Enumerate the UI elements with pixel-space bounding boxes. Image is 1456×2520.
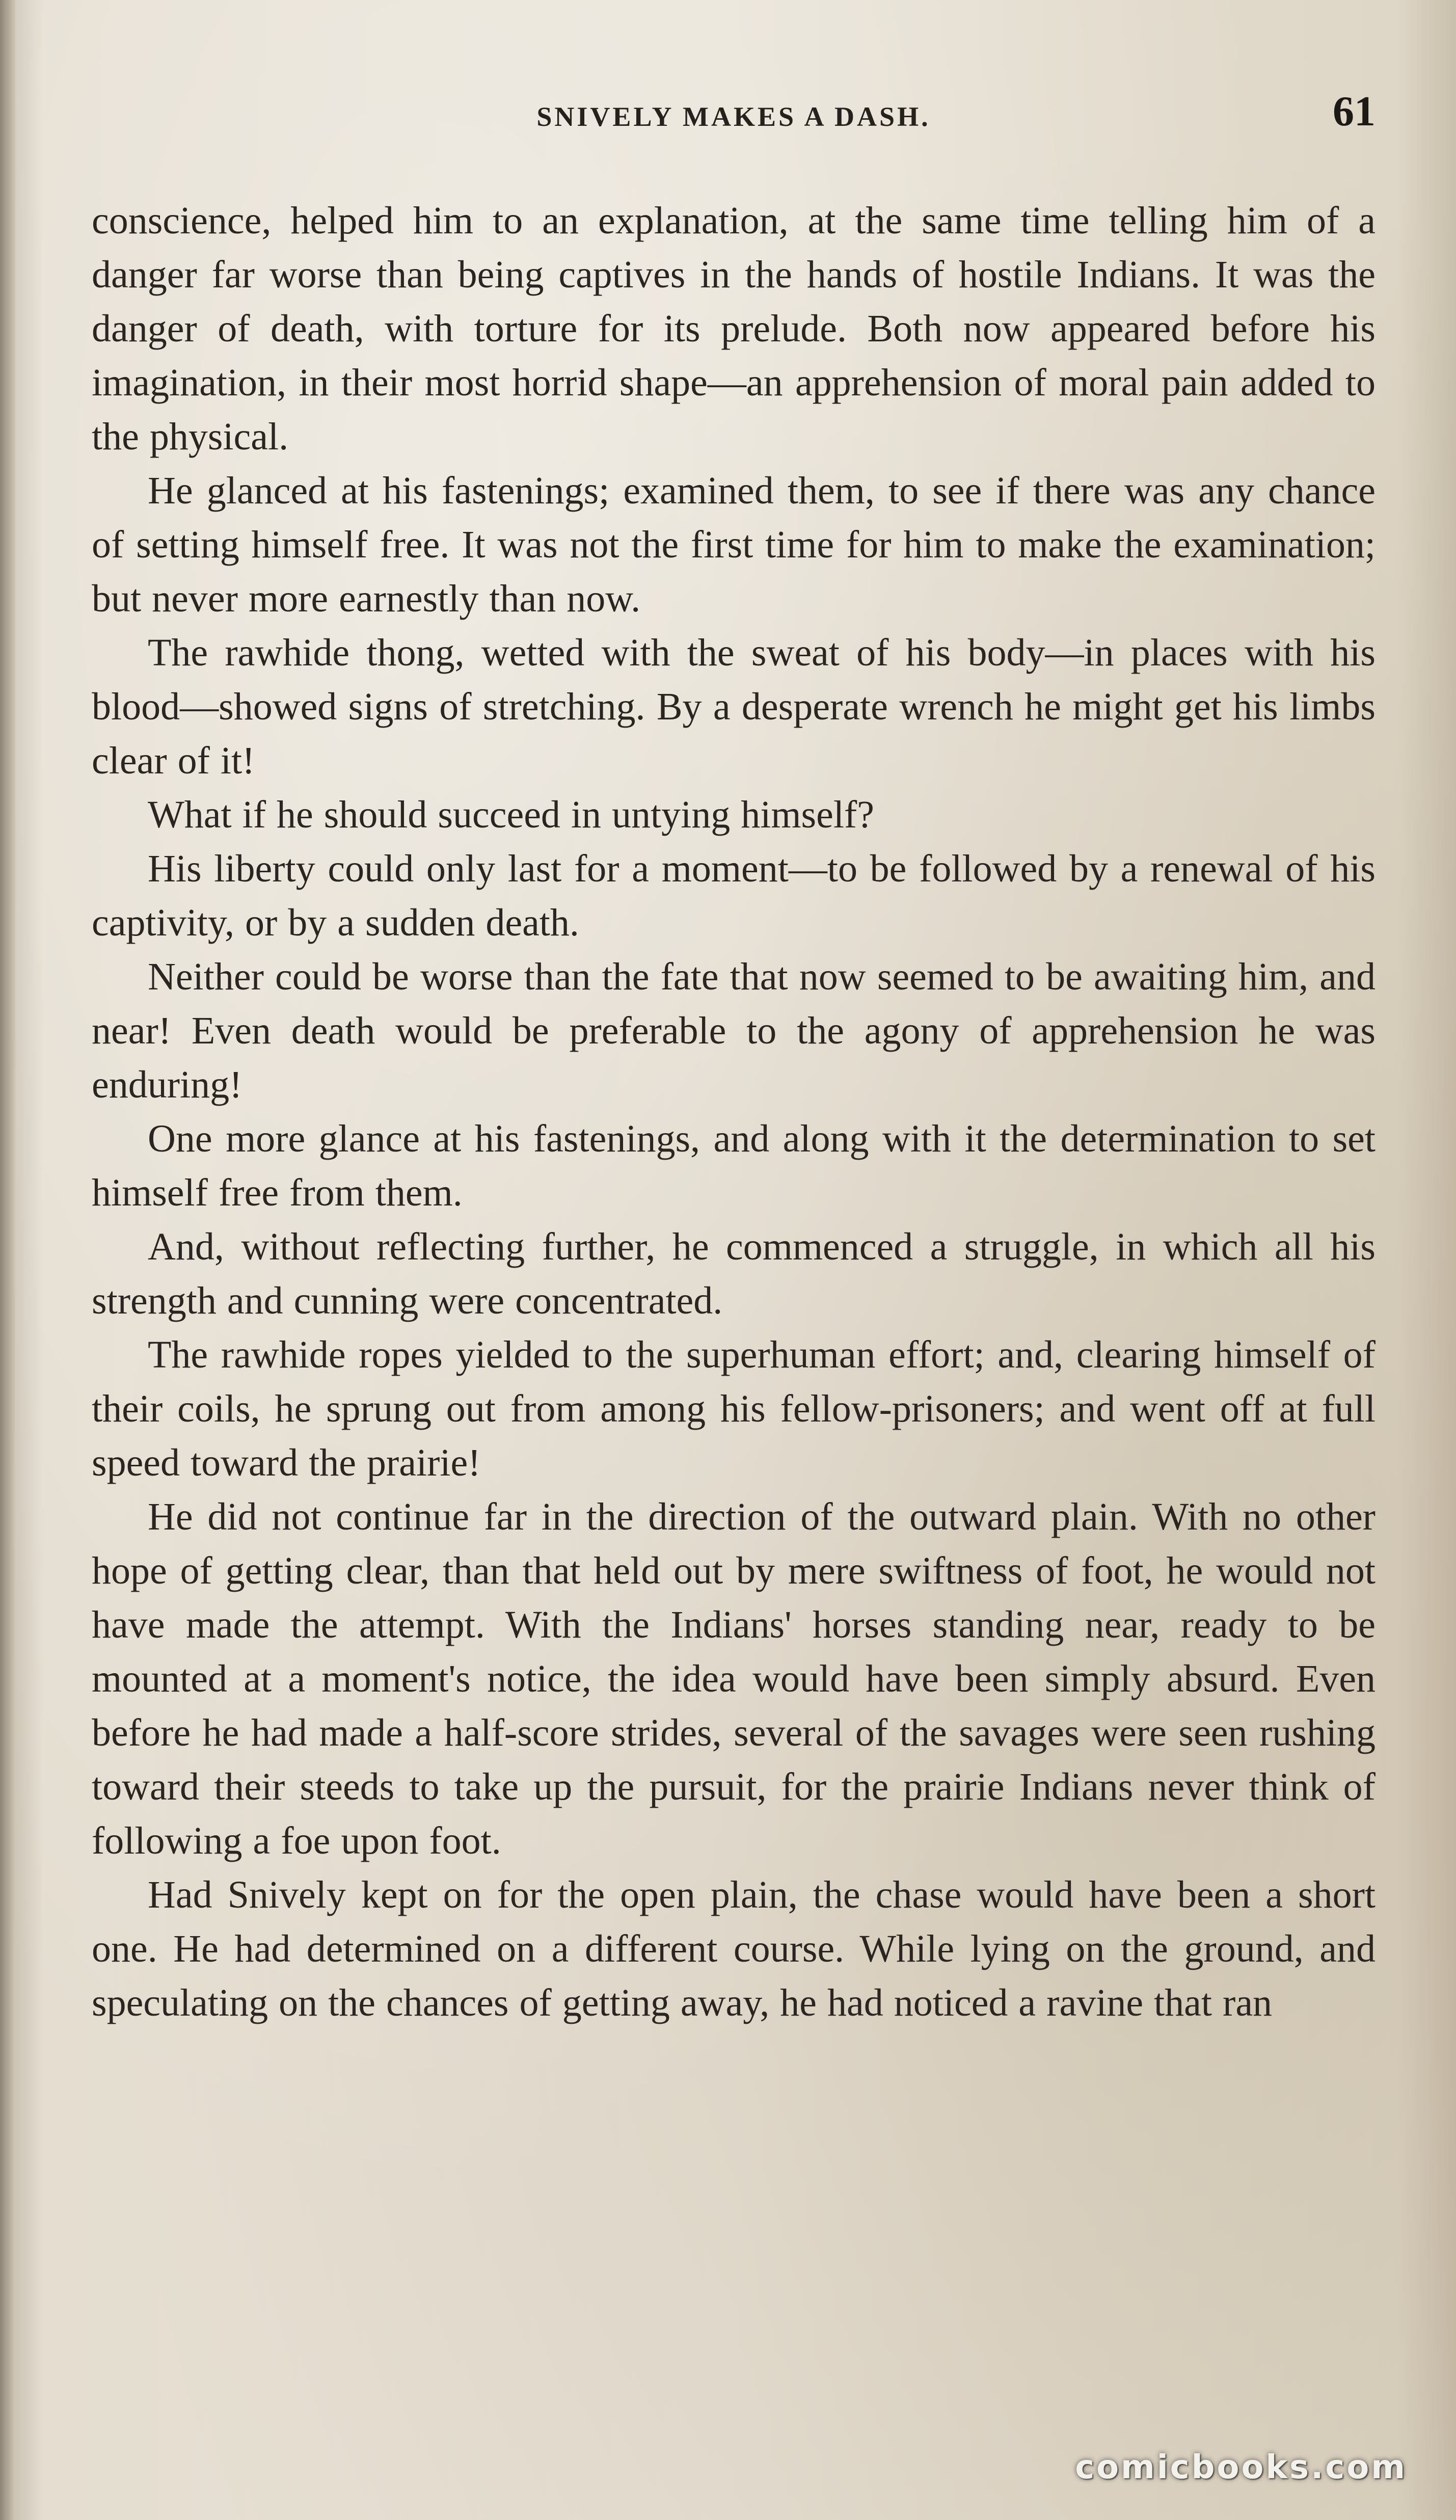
paragraph: The rawhide ropes yielded to the superhuman effort; and, clearing himself of their coils, he sprung out from among his fellow-prisoners; and went off at full speed toward the prairie! <box>92 1333 1376 1484</box>
paragraph: conscience, helped him to an explanation, at the same time telling him of a danger far worse than being captives in the hands of hostile Indians. It was the danger of death, with torture for its prelude. Both now appeared before his imagination, in their most horrid shape—an apprehension of moral pain added to the physical. <box>92 199 1376 458</box>
paragraph: He glanced at his fastenings; examined them, to see if there was any chance of setting himself free. It was not the first time for him to make the examination; but never more earnestly than now. <box>92 469 1376 620</box>
paragraph: What if he should succeed in untying himself? <box>148 793 874 836</box>
paragraph: Neither could be worse than the fate that now seemed to be awaiting him, and near! Even death would be preferable to the agony of apprehension he was enduring! <box>92 955 1376 1106</box>
paragraph: And, without reflecting further, he commenced a struggle, in which all his strength and cunning were concentrated. <box>92 1225 1376 1322</box>
page-header <box>92 87 1376 143</box>
running-title: SNIVELY MAKES A DASH. <box>536 101 931 132</box>
body-text <box>92 194 1376 2030</box>
page-number: 61 <box>1333 88 1376 135</box>
paragraph: He did not continue far in the direction of the outward plain. With no other hope of getting clear, than that held out by mere swiftness of foot, he would not have made the attempt. With the Indians' horses standing near, ready to be mounted at a moment's notice, the idea would have been simply absurd. Even before he had made a half-score strides, several of the savages were seen rushing toward their steeds to take up the pursuit, for the prairie Indians never think of following a foe upon foot. <box>92 1495 1376 1862</box>
paragraph: Had Snively kept on for the open plain, the chase would have been a short one. He had determined on a different course. While lying on the ground, and speculating on the chances of getting away, he had noticed a ravine that ran <box>92 1873 1376 2024</box>
page-gutter-edge <box>0 0 15 2520</box>
paragraph: His liberty could only last for a moment—to be followed by a renewal of his captivity, or by a sudden death. <box>92 847 1376 944</box>
watermark-logo: comicbooks.com <box>1075 2449 1407 2486</box>
paragraph: One more glance at his fastenings, and along with it the determination to set himself free from them. <box>92 1117 1376 1214</box>
paragraph: The rawhide thong, wetted with the sweat of his body—in places with his blood—showed signs of stretching. By a desperate wrench he might get his limbs clear of it! <box>92 631 1376 782</box>
